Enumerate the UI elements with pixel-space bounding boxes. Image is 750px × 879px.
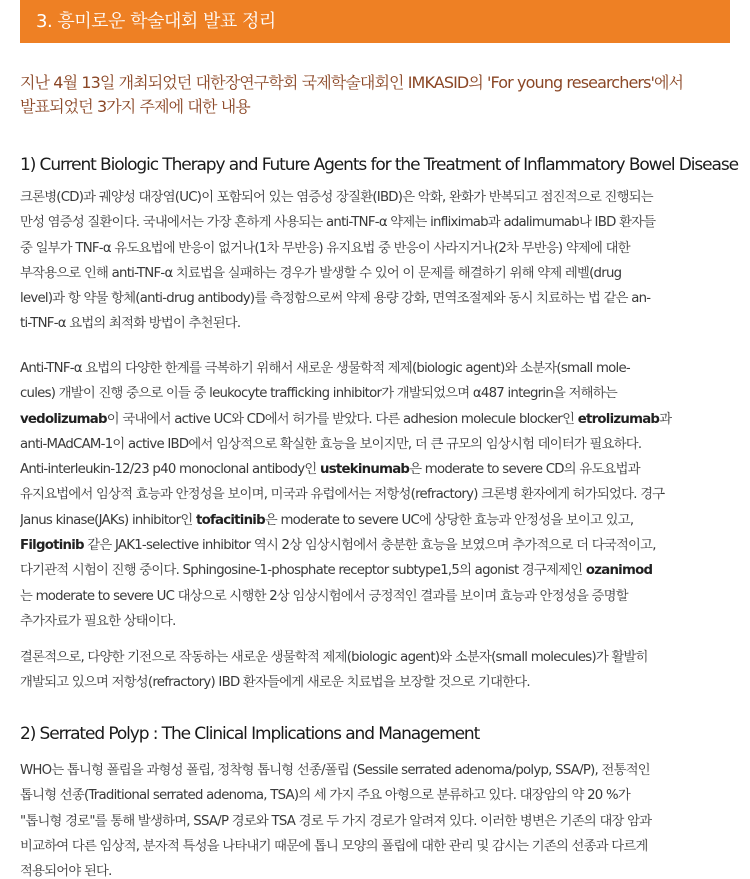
text-span: Anti-interleukin-12/23 p40 monoclonal antibody인	[20, 462, 320, 478]
drug-name-vedolizumab: vedolizumab	[20, 411, 107, 427]
text-line: level)과 항 약물 항체(anti-drug antibody)를 측정함으로써 약제 용량 강화, 면역조절제와 동시 치료하는 법 같은 an-	[20, 291, 651, 307]
text-span: 다기관적 시험이 진행 중이다. Sphingosine-1-phosphate receptor subtype1,5의 agonist 경구제제인	[20, 563, 586, 579]
text-line: ti-TNF-α 요법의 최적화 방법이 추천된다.	[20, 316, 241, 332]
text-line: Anti-TNF-α 요법의 다양한 한계를 극복하기 위해서 새로운 생물학적 제제(biologic agent)와 소분자(small mole-	[20, 361, 630, 376]
text-line: anti-MAdCAM-1이 active IBD에서 임상적으로 확실한 효능을 보이지만, 더 큰 규모의 임상시험 데이터가 필요하다.	[20, 436, 642, 452]
text-span: 은 moderate to severe UC에 상당한 효능과 안정성을 보이고 있고,	[264, 512, 634, 528]
drug-name-tofacitinib: tofacitinib	[195, 512, 265, 528]
text-span: 같은 JAK1-selective inhibitor 역시 2상 임상시험에서 충분한 효능을 보였으며 추가적으로 더 다국적이고,	[83, 538, 656, 554]
drug-name-etrolizumab: etrolizumab	[577, 411, 660, 427]
text-line: 비교하여 다른 임상적, 분자적 특성을 나타내기 때문에 톱니 모양의 폴립에 대한 관리 및 감시는 기존의 선종과 다르게	[20, 838, 648, 854]
text-line: 중 일부가 TNF-α 유도요법에 반응이 없거나(1차 무반응) 유지요법 중 반응이 사라지거나(2차 무반응) 약제에 대한	[20, 240, 630, 256]
text-line	[20, 457, 730, 482]
topic1-heading: 1) Current Biologic Therapy and Future Agents for the Treatment of Inflammatory Bowel Disease	[20, 155, 738, 175]
topic1-paragraph-3	[20, 645, 730, 696]
text-line: 결론적으로, 다양한 기전으로 작동하는 새로운 생물학적 제제(biologic agent)와 소분자(small molecules)가 활발히	[20, 650, 648, 665]
text-line: 적용되어야 된다.	[20, 864, 112, 879]
text-span: 은 moderate to severe CD의 유도요법과	[409, 462, 640, 478]
text-line	[20, 533, 730, 558]
text-line	[20, 508, 730, 533]
intro-summary	[20, 71, 730, 119]
text-line: "톱니형 경로"를 통해 발생하며, SSA/P 경로와 TSA 경로 두 가지 경로가 알려져 있다. 이러한 병변은 기존의 대장 암과	[20, 813, 652, 829]
text-span: 과	[659, 411, 672, 427]
drug-name-ozanimod: ozanimod	[585, 563, 653, 579]
text-line: 추가자료가 필요한 상태이다.	[20, 613, 176, 629]
text-line: 만성 염증성 질환이다. 국내에서는 가장 흔하게 사용되는 anti-TNF-α 약제는 infliximab과 adalimumab나 IBD 환자들	[20, 215, 656, 231]
text-line: 부작용으로 인해 anti-TNF-α 치료법을 실패하는 경우가 발생할 수 있어 이 문제를 해결하기 위해 약제 레벨(drug	[20, 265, 622, 281]
text-line: 는 moderate to severe UC 대상으로 시행한 2상 임상시험에서 긍정적인 결과를 보이며 효능과 안정성을 증명할	[20, 588, 628, 604]
text-line	[20, 558, 730, 583]
text-line: 톱니형 선종(Traditional serrated adenoma, TSA)의 세 가지 주요 아형으로 분류하고 있다. 대장암의 약 20 %가	[20, 788, 630, 804]
text-span: Janus kinase(JAKs) inhibitor인	[20, 512, 196, 528]
text-line: cules) 개발이 진행 중으로 이들 중 leukocyte trafficking inhibitor가 개발되었으며 α487 integrin을 저해하는	[20, 386, 617, 402]
text-span: 이 국내에서 active UC와 CD에서 허가를 받았다. 다른 adhesion molecule blocker인	[106, 411, 578, 427]
drug-name-ustekinumab: ustekinumab	[320, 462, 410, 478]
drug-name-filgotinib: Filgotinib	[20, 538, 84, 554]
text-line: WHO는 톱니형 폴립을 과형성 폴립, 정착형 톱니형 선종/폴립 (Sessile serrated adenoma/polyp, SSA/P), 전통적인	[20, 763, 650, 778]
topic2-heading: 2) Serrated Polyp : The Clinical Implications and Management	[20, 724, 480, 744]
topic1-paragraph-1	[20, 185, 730, 337]
intro-line: 발표되었던 3가지 주제에 대한 내용	[20, 97, 250, 116]
topic1-paragraph-2	[20, 356, 730, 634]
text-line: 크론병(CD)과 궤양성 대장염(UC)이 포함되어 있는 염증성 장질환(IBD)은 악화, 완화가 반복되고 점진적으로 진행되는	[20, 190, 653, 205]
text-line: 개발되고 있으며 저항성(refractory) IBD 환자들에게 새로운 치료법을 보장할 것으로 기대한다.	[20, 675, 530, 691]
section-title-bar	[20, 0, 730, 43]
intro-line: 지난 4월 13일 개최되었던 대한장연구학회 국제학술대회인 IMKASID의 'For young researchers'에서	[20, 73, 684, 92]
topic2-paragraph-1	[20, 758, 730, 879]
text-line: 유지요법에서 임상적 효능과 안정성을 보이며, 미국과 유럽에서는 저항성(refractory) 크론병 환자에게 허가되었다. 경구	[20, 487, 665, 503]
text-line	[20, 407, 730, 432]
section-title: 3. 흥미로운 학술대회 발표 정리	[36, 11, 276, 32]
